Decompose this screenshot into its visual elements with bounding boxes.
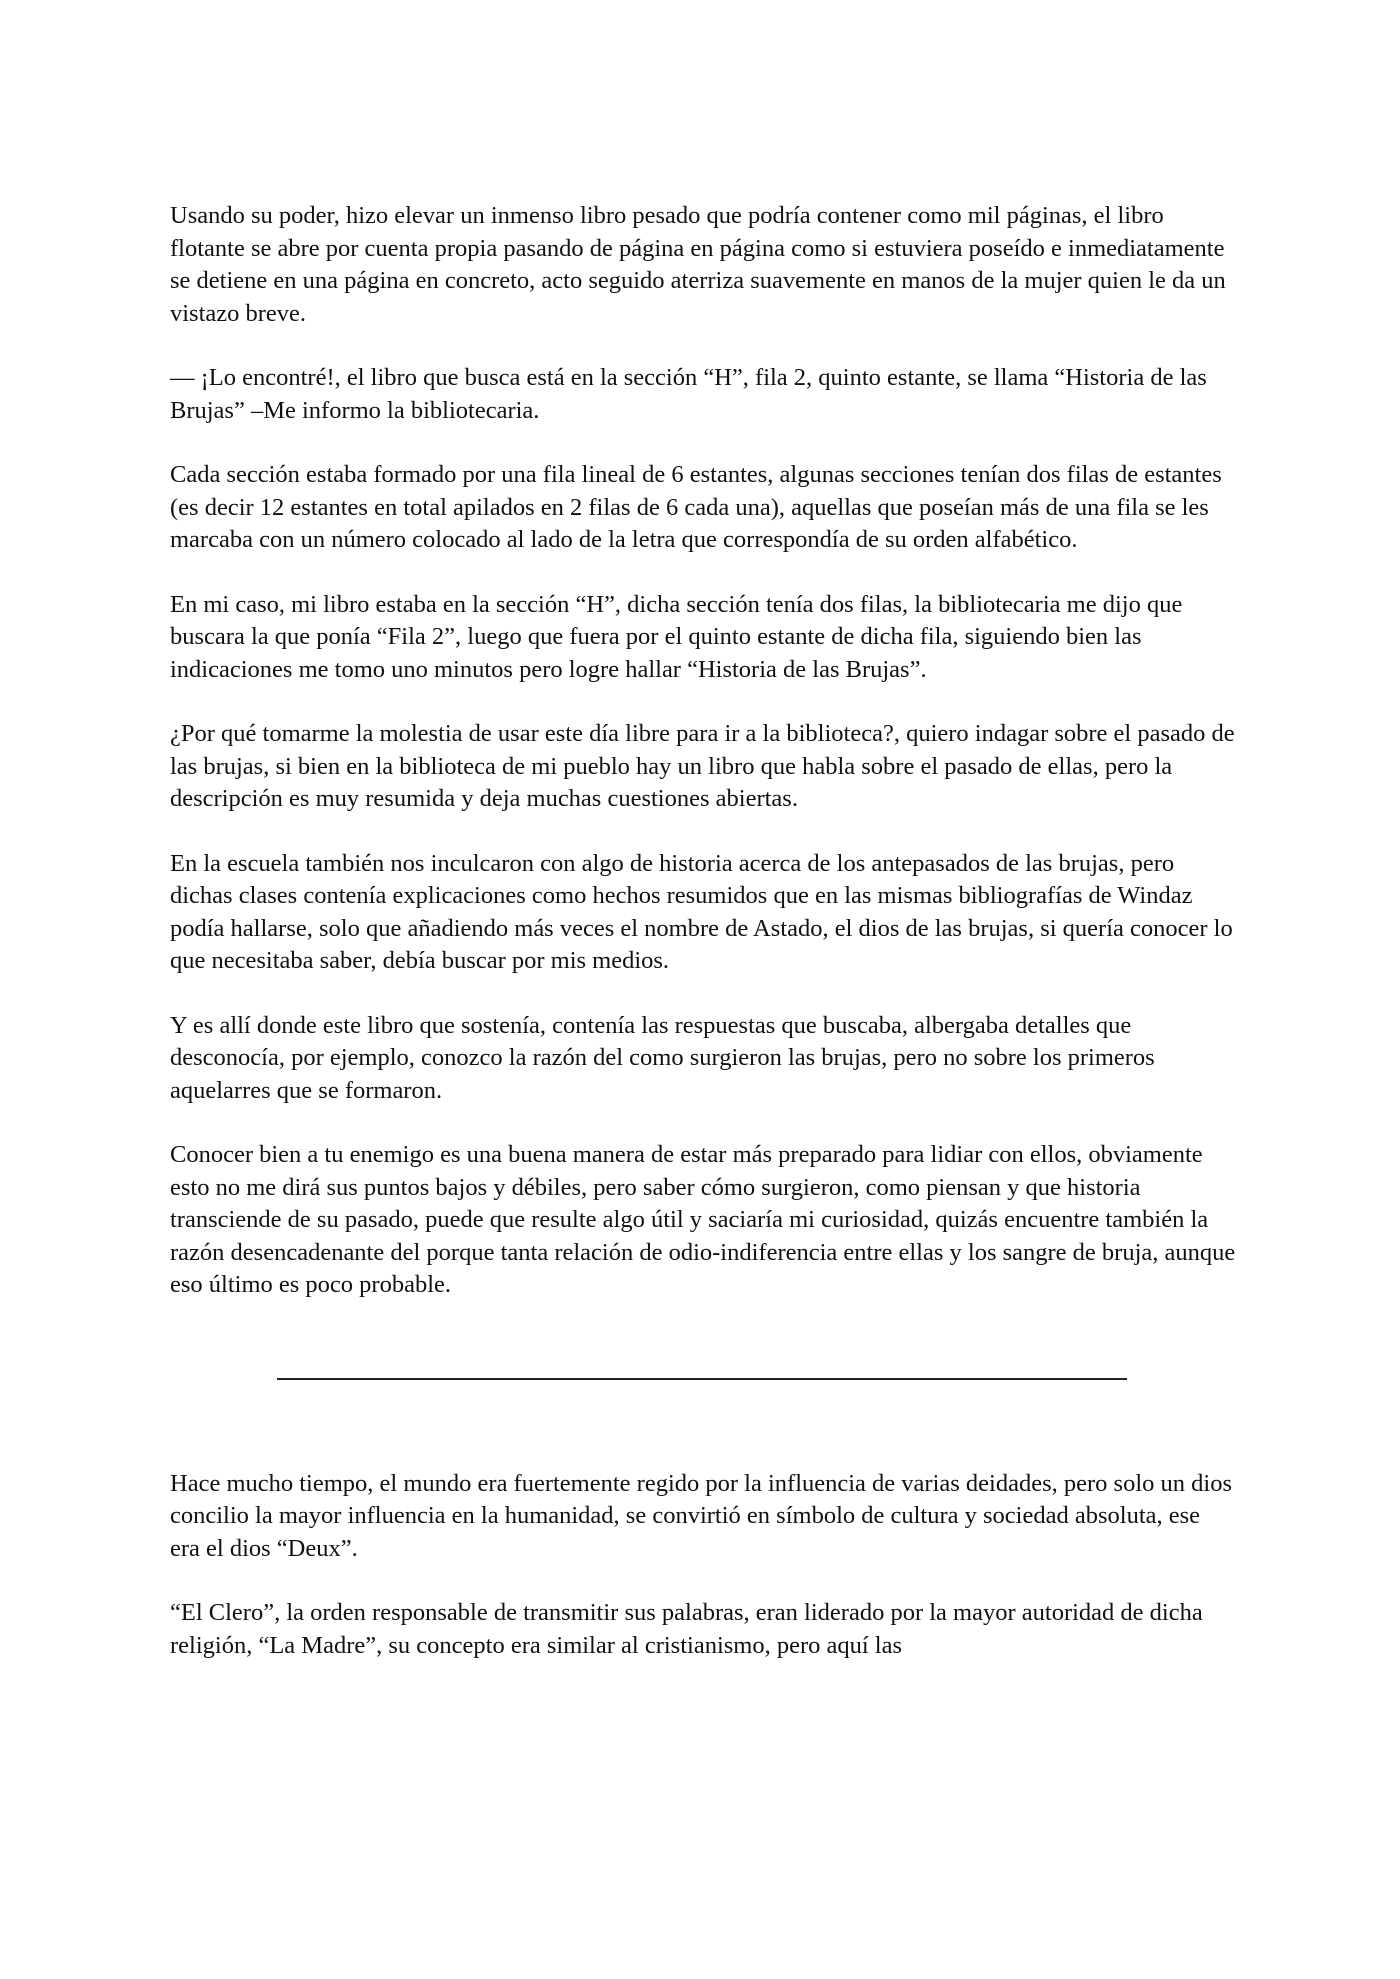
paragraph-9: Hace mucho tiempo, el mundo era fuertemente regido por la influencia de varias deidades, pero solo un dios concilio la mayor influencia en la humanidad, se convirtió en símbolo de cultura y sociedad absoluta, ese era el dios “Deux”. [170, 1469, 1232, 1562]
paragraph-5: ¿Por qué tomarme la molestia de usar este día libre para ir a la biblioteca?, quiero indagar sobre el pasado de las brujas, si bien en la biblioteca de mi pueblo hay un libro que habla sobre el pasado de ellas, pero la descripción es muy resumida y deja muchas cuestiones abiertas. [170, 720, 1235, 812]
paragraph-8: Conocer bien a tu enemigo es una buena manera de estar más preparado para lidiar con ellos, obviamente esto no me dirá sus puntos bajos y débiles, pero saber cómo surgieron, como piensan y que historia transciende de su pasado, puede que resulte algo útil y saciaría mi curiosidad, quizás encuentre también la razón desencadenante del porque tanta relación de odio-indiferencia entre ellas y los sangre de bruja, aunque eso último es poco probable. [170, 1141, 1236, 1298]
document-body [170, 200, 1236, 1694]
paragraph-7: Y es allí donde este libro que sostenía, contenía las respuestas que buscaba, albergaba detalles que desconocía, por ejemplo, conozco la razón del como surgieron las brujas, pero no sobre los primeros aquelarres que se formaron. [170, 1011, 1155, 1104]
paragraph-1: Usando su poder, hizo elevar un inmenso libro pesado que podría contener como mil páginas, el libro flotante se abre por cuenta propia pasando de página en página como si estuviera poseído e inmediatamente se detiene en una página en concreto, acto seguido aterriza suavemente en manos de la mujer quien le da un vistazo breve. [170, 202, 1226, 327]
paragraph-3: Cada sección estaba formado por una fila lineal de 6 estantes, algunas secciones tenían dos filas de estantes (es decir 12 estantes en total apilados en 2 filas de 6 cada una), aquellas que poseían más de una fila se les marcaba con un número colocado al lado de la letra que correspondía de su orden alfabético. [170, 461, 1222, 553]
section-divider [277, 1378, 1127, 1380]
paragraph-2: — ¡Lo encontré!, el libro que busca está en la sección “H”, fila 2, quinto estante, se llama “Historia de las Brujas” –Me informo la bibliotecaria. [170, 364, 1207, 424]
paragraph-6: En la escuela también nos inculcaron con algo de historia acerca de los antepasados de las brujas, pero dichas clases contenía explicaciones como hechos resumidos que en las mismas bibliografías de Windaz podía hallarse, solo que añadiendo más veces el nombre de Astado, el dios de las brujas, si quería conocer lo que necesitaba saber, debía buscar por mis medios. [170, 849, 1233, 974]
paragraph-4: En mi caso, mi libro estaba en la sección “H”, dicha sección tenía dos filas, la bibliotecaria me dijo que buscara la que ponía “Fila 2”, luego que fuera por el quinto estante de dicha fila, siguiendo bien las indicaciones me tomo uno minutos pero logre hallar “Historia de las Brujas”. [170, 590, 1183, 683]
paragraph-10: “El Clero”, la orden responsable de transmitir sus palabras, eran liderado por la mayor autoridad de dicha religión, “La Madre”, su concepto era similar al cristianismo, pero aquí las [170, 1599, 1203, 1659]
